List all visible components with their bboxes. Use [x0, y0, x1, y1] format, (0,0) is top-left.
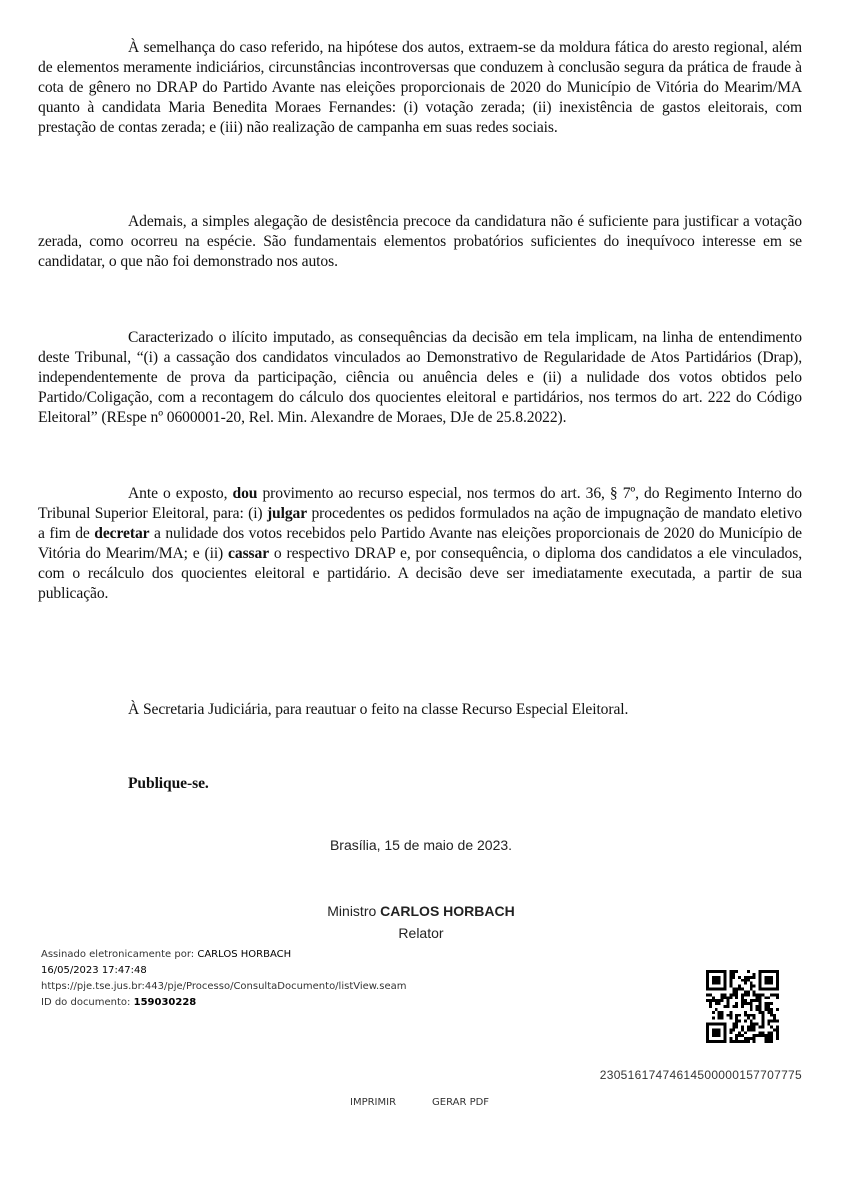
document-number: 23051617474614500000157707775 — [599, 1068, 802, 1082]
minister-role: Relator — [398, 925, 444, 941]
bold-term: julgar — [266, 505, 308, 522]
bold-term: cassar — [228, 545, 270, 562]
bold-term: decretar — [94, 525, 150, 542]
paragraph-text: procedentes os pedidos formulados na ação de impugnação de mandato eletivo a fim de — [38, 505, 802, 542]
paragraph-secretaria — [38, 700, 802, 720]
paragraph-text: Caracterizado o ilícito imputado, as consequências da decisão em tela implicam, na linha de entendimento deste Tribunal, “(i) a cassação dos candidatos vinculados ao Demonstrativo de Regularidade de Atos Partidários (Drap), independentemente de prova da participação, ciência ou anuência deles e (ii) a nulidade dos votos obtidos pelo Partido/Coligação, com a recontagem do cálculo dos quocientes eleitoral e partidários, nos termos do art. 222 do Código Eleitoral” (REspe nº 0600001-20, Rel. Min. Alexandre de Moraes, DJe de 25.8.2022). — [38, 329, 802, 426]
bold-term: dou — [232, 485, 258, 502]
paragraph-text: Ante o exposto, — [128, 485, 233, 502]
bold-term: Publique-se. — [128, 775, 209, 792]
paragraph-1 — [38, 38, 802, 138]
signed-by-name: CARLOS HORBACH — [197, 949, 292, 960]
paragraph-text: a nulidade dos votos recebidos pelo Partido Avante nas eleições proporcionais de 2020 do Município de Vitória do Mearim/MA; e (ii) — [38, 525, 802, 562]
paragraph-text: Ademais, a simples alegação de desistência precoce da candidatura não é suficiente para justificar a votação zerada, como ocorreu na espécie. São fundamentais elementos probatórios suficientes do inequívoco interesse em se candidatar, o que não foi demonstrado nos autos. — [38, 213, 802, 270]
document-id-value: 159030228 — [133, 997, 197, 1008]
paragraph-3 — [38, 328, 802, 428]
paragraph-publique — [38, 774, 802, 794]
document-id-label: ID do documento: — [41, 997, 131, 1008]
signature-timestamp: 16/05/2023 17:47:48 — [41, 965, 147, 976]
paragraph-text: À semelhança do caso referido, na hipótese dos autos, extraem-se da moldura fática do aresto regional, além de elementos meramente indiciários, circunstâncias incontroversas que conduzem à conclusão segura da prática de fraude à cota de gênero no DRAP do Partido Avante nas eleições proporcionais de 2020 do Município de Vitória do Mearim/MA quanto à candidata Maria Benedita Moraes Fernandes: (i) votação zerada; (ii) inexistência de gastos eleitorais, com prestação de contas zerada; e (iii) não realização de campanha em suas redes sociais. — [38, 39, 802, 136]
print-button[interactable]: IMPRIMIR — [350, 1097, 397, 1108]
qr-code-icon — [706, 970, 779, 1043]
place-date: Brasília, 15 de maio de 2023. — [329, 837, 513, 853]
minister-name: CARLOS HORBACH — [380, 903, 515, 919]
minister-title: Ministro — [327, 903, 377, 919]
signed-by-line — [41, 947, 291, 963]
paragraph-text: o respectivo DRAP e, por consequência, o diploma dos candidatos a ele vinculados, com o recálculo dos quocientes eleitoral e partidário. A decisão deve ser imediatamente executada, a partir de sua publicação. — [38, 545, 802, 602]
paragraph-dispositive — [38, 484, 802, 604]
document-id-line — [41, 995, 196, 1011]
paragraph-2 — [38, 212, 802, 272]
paragraph-text: provimento ao recurso especial, nos termos do art. 36, § 7º, do Regimento Interno do Tribunal Superior Eleitoral, para: (i) — [38, 485, 802, 522]
verification-url[interactable]: https://pje.tse.jus.br:443/pje/Processo/ConsultaDocumento/listView.seam — [41, 981, 407, 992]
signed-by-label: Assinado eletronicamente por: — [41, 949, 195, 960]
generate-pdf-button[interactable]: GERAR PDF — [432, 1097, 490, 1108]
paragraph-text: À Secretaria Judiciária, para reautuar o feito na classe Recurso Especial Eleitoral. — [128, 701, 629, 718]
minister-signature-line — [0, 903, 842, 919]
